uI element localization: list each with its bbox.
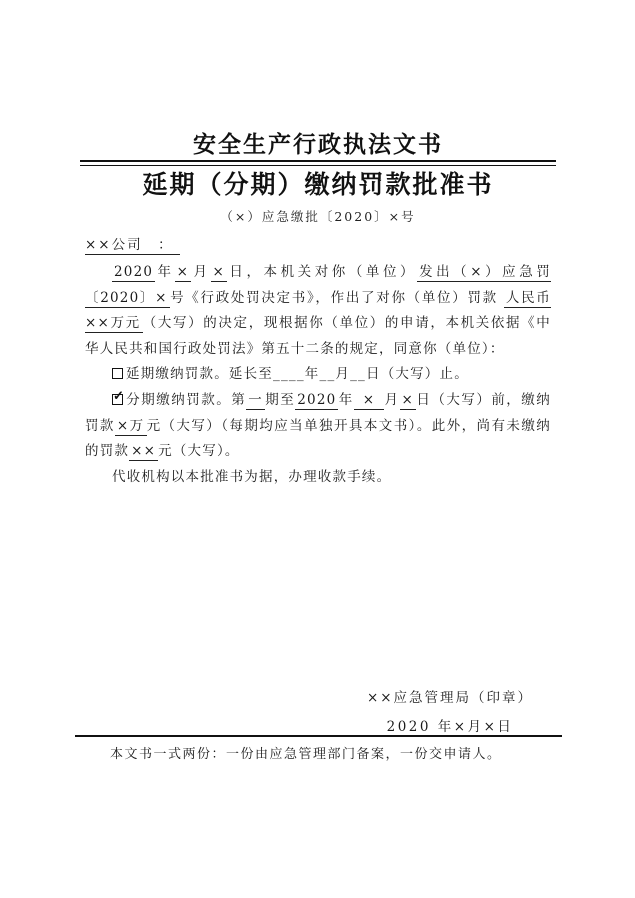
field-installment-number: 一 [248, 391, 264, 408]
field-due-year: 2020 [297, 391, 337, 408]
text-segment: （大写）的决定，现根据你（单位）的申请，本机关依据《中华人民共和国行政处罚法》第五十二条的规定，同意你（单位）： [85, 315, 551, 357]
text-segment: 年 [155, 264, 175, 280]
text-segment: 元（大写）（每期均应当单独开具本文书）。此外，尚有未缴纳的罚款 [85, 417, 551, 460]
text-segment: 元（大写）。 [158, 443, 240, 460]
field-fine-amount: 人民币××万元 [85, 289, 552, 332]
option-defer-text: 延期缴纳罚款。延长至____年__月__日（大写）止。 [126, 366, 469, 383]
collection-agency-paragraph: 代收机构以本批准书为据，办理收款手续。 [112, 468, 392, 485]
checkmark-icon: ✓ [113, 388, 124, 404]
text-segment: 日，本机关对你（单位） [227, 264, 418, 280]
option-defer-payment [85, 362, 551, 388]
text-segment: 月 [384, 391, 400, 408]
field-decision-month: × [176, 264, 190, 280]
recipient-name: ××公司 ： [85, 237, 180, 255]
document-body [85, 0, 551, 490]
checkbox-checked-icon [112, 388, 124, 405]
field-penalty-doc-number: 发出（×）应急罚〔2020〕× [85, 264, 551, 306]
field-remaining-fine-amount: ×× [131, 443, 157, 460]
doc-category-title: 安全生产行政执法文书 [193, 131, 443, 158]
field-due-month: × [354, 392, 385, 410]
field-decision-day: × [212, 264, 226, 280]
field-installment-amount: ×万 [116, 417, 145, 434]
footer-divider [75, 735, 562, 737]
text-segment: 分期缴纳罚款。第 [126, 391, 247, 408]
text-segment: 号《行政处罚决定书》，作出了对你（单位）罚款 [169, 289, 504, 306]
page-title: 延期（分期）缴纳罚款批准书 [142, 170, 494, 199]
field-decision-year: 2020 [114, 264, 154, 280]
field-due-day: × [401, 391, 415, 408]
footer-note: 本文书一式两份：一份由应急管理部门备案，一份交申请人。 [110, 747, 502, 762]
signature-date: 2020 年×月×日 [386, 719, 514, 735]
text-segment: 月 [191, 264, 211, 280]
text-segment: 年 [338, 391, 354, 408]
option-installment-payment [85, 388, 551, 465]
doc-number: （×）应急缴批〔2020〕×号 [220, 209, 416, 224]
text-segment: 日（大写）前，缴纳罚款 [85, 391, 551, 434]
checkbox-unchecked-icon [112, 368, 123, 379]
text-segment: 期至 [265, 391, 296, 408]
header-divider [80, 160, 556, 166]
signature-block [320, 684, 580, 742]
issuing-authority: ××应急管理局（印章） [366, 690, 534, 706]
intro-paragraph [85, 260, 551, 362]
recipient-line [85, 234, 551, 256]
